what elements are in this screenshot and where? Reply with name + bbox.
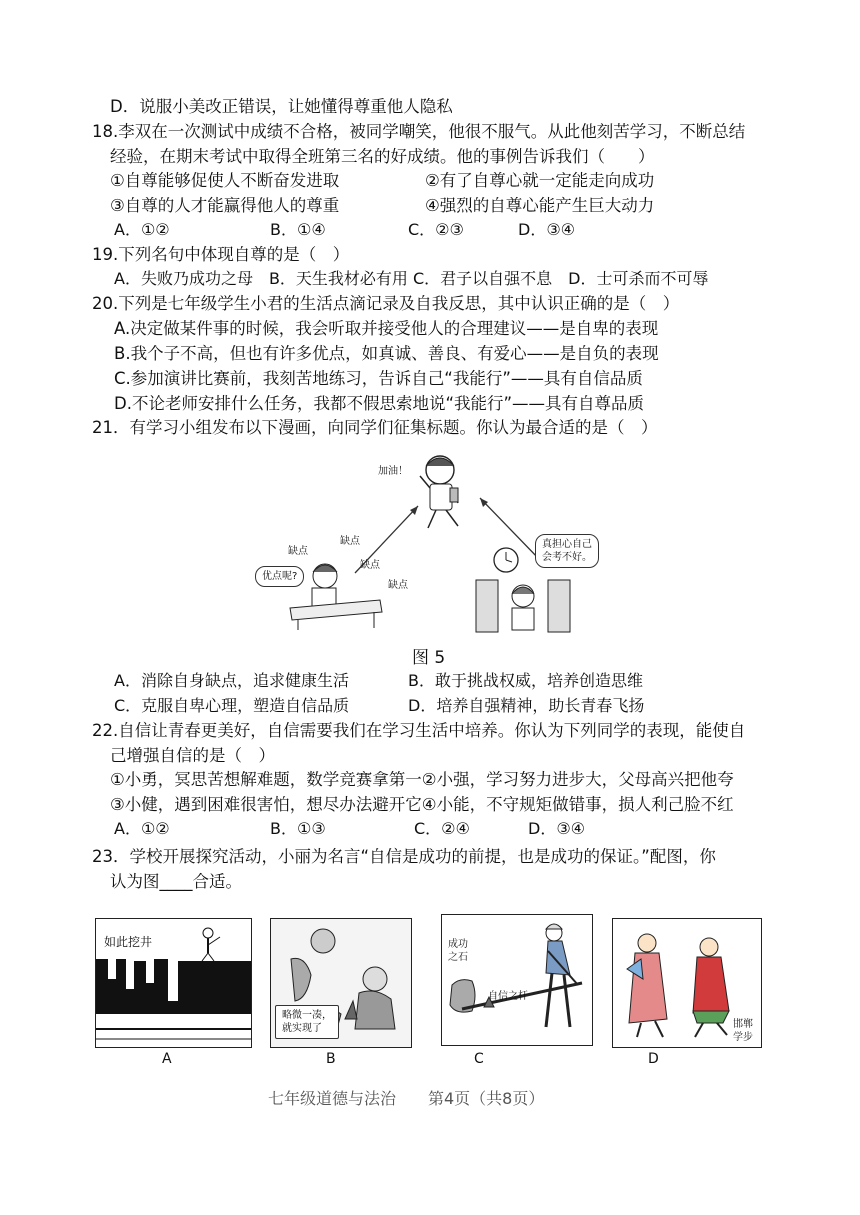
q21-cartoon <box>250 448 620 638</box>
q22-stem-line2: 己增强自信的是（ ） <box>110 746 275 765</box>
cartoon-flaw-4: 缺点 <box>388 580 408 591</box>
figure-5-caption: 图 5 <box>412 648 446 668</box>
pic-b-caption-line2: 就实现了 <box>282 1023 322 1034</box>
q23-picture-d <box>612 918 762 1048</box>
pic-d-caption-line2: 学步 <box>733 1032 753 1043</box>
page-footer: 七年级道德与法治 第4页（共8页） <box>268 1089 545 1108</box>
pic-b-caption-line1: 略微一凑， <box>282 1010 332 1021</box>
q23-stem-line2: 认为图____合适。 <box>110 872 242 891</box>
cartoon-merit-bubble: 优点呢? <box>255 566 304 587</box>
q22-option-a: A．①② <box>114 819 170 838</box>
worry-line-2: 会考不好。 <box>542 552 592 563</box>
q22-option-b: B．①③ <box>270 819 326 838</box>
cartoon-flaw-1: 缺点 <box>288 546 308 557</box>
q20-option-d: D.不论老师安排什么任务，我都不假思索地说“我能行”——具有自尊品质 <box>114 394 645 413</box>
cartoon-flaw-3: 缺点 <box>360 560 380 571</box>
q18-option-c: C．②③ <box>408 220 464 239</box>
q22-stem-line1: 22.自信让青春更美好，自信需要我们在学习生活中培养。你认为下列同学的表现，能使自 <box>92 721 746 740</box>
cartoon-worry-bubble <box>535 534 599 568</box>
cheering-boy-figure <box>420 456 458 528</box>
q23-label-a: A <box>162 1051 172 1067</box>
q23-label-c: C <box>474 1051 484 1067</box>
q20-option-c: C.参加演讲比赛前，我刻苦地练习，告诉自己“我能行”——具有自信品质 <box>114 369 643 388</box>
q22-statements-line1: ①小勇，冥思苦想解难题，数学竞赛拿第一②小强，学习努力进步大，父母高兴把他夸 <box>110 770 734 789</box>
q21-option-c: C．克服自卑心理，塑造自信品质 <box>114 696 350 715</box>
q18-stem-line2: 经验，在期末考试中取得全班第三名的好成绩。他的事例告诉我们（ ） <box>110 147 655 166</box>
cartoon-flaw-2: 缺点 <box>340 536 360 547</box>
pic-d-caption-line1: 邯郸 <box>733 1019 753 1030</box>
clock-icon <box>494 548 518 572</box>
q23-label-b: B <box>326 1051 336 1067</box>
q20-option-b: B.我个子不高，但也有许多优点，如真诚、善良、有爱心——是自负的表现 <box>114 344 659 363</box>
q22-option-c: C．②④ <box>414 819 470 838</box>
pic-b-caption <box>275 1005 339 1039</box>
q22-option-d: D．③④ <box>528 819 586 838</box>
pic-a-caption: 如此挖井 <box>104 935 153 949</box>
q17-option-d: D．说服小美改正错误，让她懂得尊重他人隐私 <box>110 97 453 116</box>
q18-statement-1: ①自尊能够促使人不断奋发进取 <box>110 171 340 190</box>
q20-option-a: A.决定做某件事的时候，我会听取并接受他人的合理建议——是自卑的表现 <box>114 319 659 338</box>
q19-stem: 19.下列名句中体现自尊的是（ ） <box>92 245 350 264</box>
q18-option-d: D．③④ <box>518 220 576 239</box>
q23-picture-c <box>441 914 593 1046</box>
worry-line-1: 真担心自己 <box>542 539 592 550</box>
q18-statement-4: ④强烈的自尊心能产生巨大动力 <box>425 196 655 215</box>
q23-stem-line1: 23．学校开展探究活动，小丽为名言“自信是成功的前提，也是成功的保证。”配图，你 <box>92 847 716 866</box>
q23-picture-a <box>95 918 252 1048</box>
q23-picture-b <box>270 918 412 1048</box>
q18-stem-line1: 18.李双在一次测试中成绩不合格，被同学嘲笑，他很不服气。从此他刻苦学习，不断总结 <box>92 122 746 141</box>
q18-option-a: A．①② <box>114 220 170 239</box>
q18-statement-2: ②有了自尊心就一定能走向成功 <box>425 171 655 190</box>
q21-option-d: D．培养自强精神，助长青春飞扬 <box>408 696 645 715</box>
q18-option-b: B．①④ <box>270 220 326 239</box>
worried-girl-figure <box>476 580 570 632</box>
q19-options: A．失败乃成功之母 B．天生我材必有用 C．君子以自强不息 D．士可杀而不可辱 <box>114 269 709 288</box>
q21-option-b: B．敢于挑战权威，培养创造思维 <box>408 671 643 690</box>
cartoon-cheer-text: 加油！ <box>378 466 408 477</box>
q21-option-a: A．消除自身缺点，追求健康生活 <box>114 671 349 690</box>
q20-stem: 20.下列是七年级学生小君的生活点滴记录及自我反思，其中认识正确的是（ ） <box>92 294 680 313</box>
q23-label-d: D <box>648 1051 659 1067</box>
pic-c-stone-line2: 之石 <box>448 952 468 963</box>
q22-statements-line2: ③小健，遇到困难很害怕，想尽办法避开它④小能，不守规矩做错事，损人利己脸不红 <box>110 795 734 814</box>
pic-c-stone-line1: 成功 <box>448 939 468 950</box>
q21-stem: 21．有学习小组发布以下漫画，向同学们征集标题。你认为最合适的是（ ） <box>92 418 658 437</box>
pic-c-lever-label: 自信之杆 <box>488 991 528 1002</box>
q18-statement-3: ③自尊的人才能赢得他人的尊重 <box>110 196 340 215</box>
